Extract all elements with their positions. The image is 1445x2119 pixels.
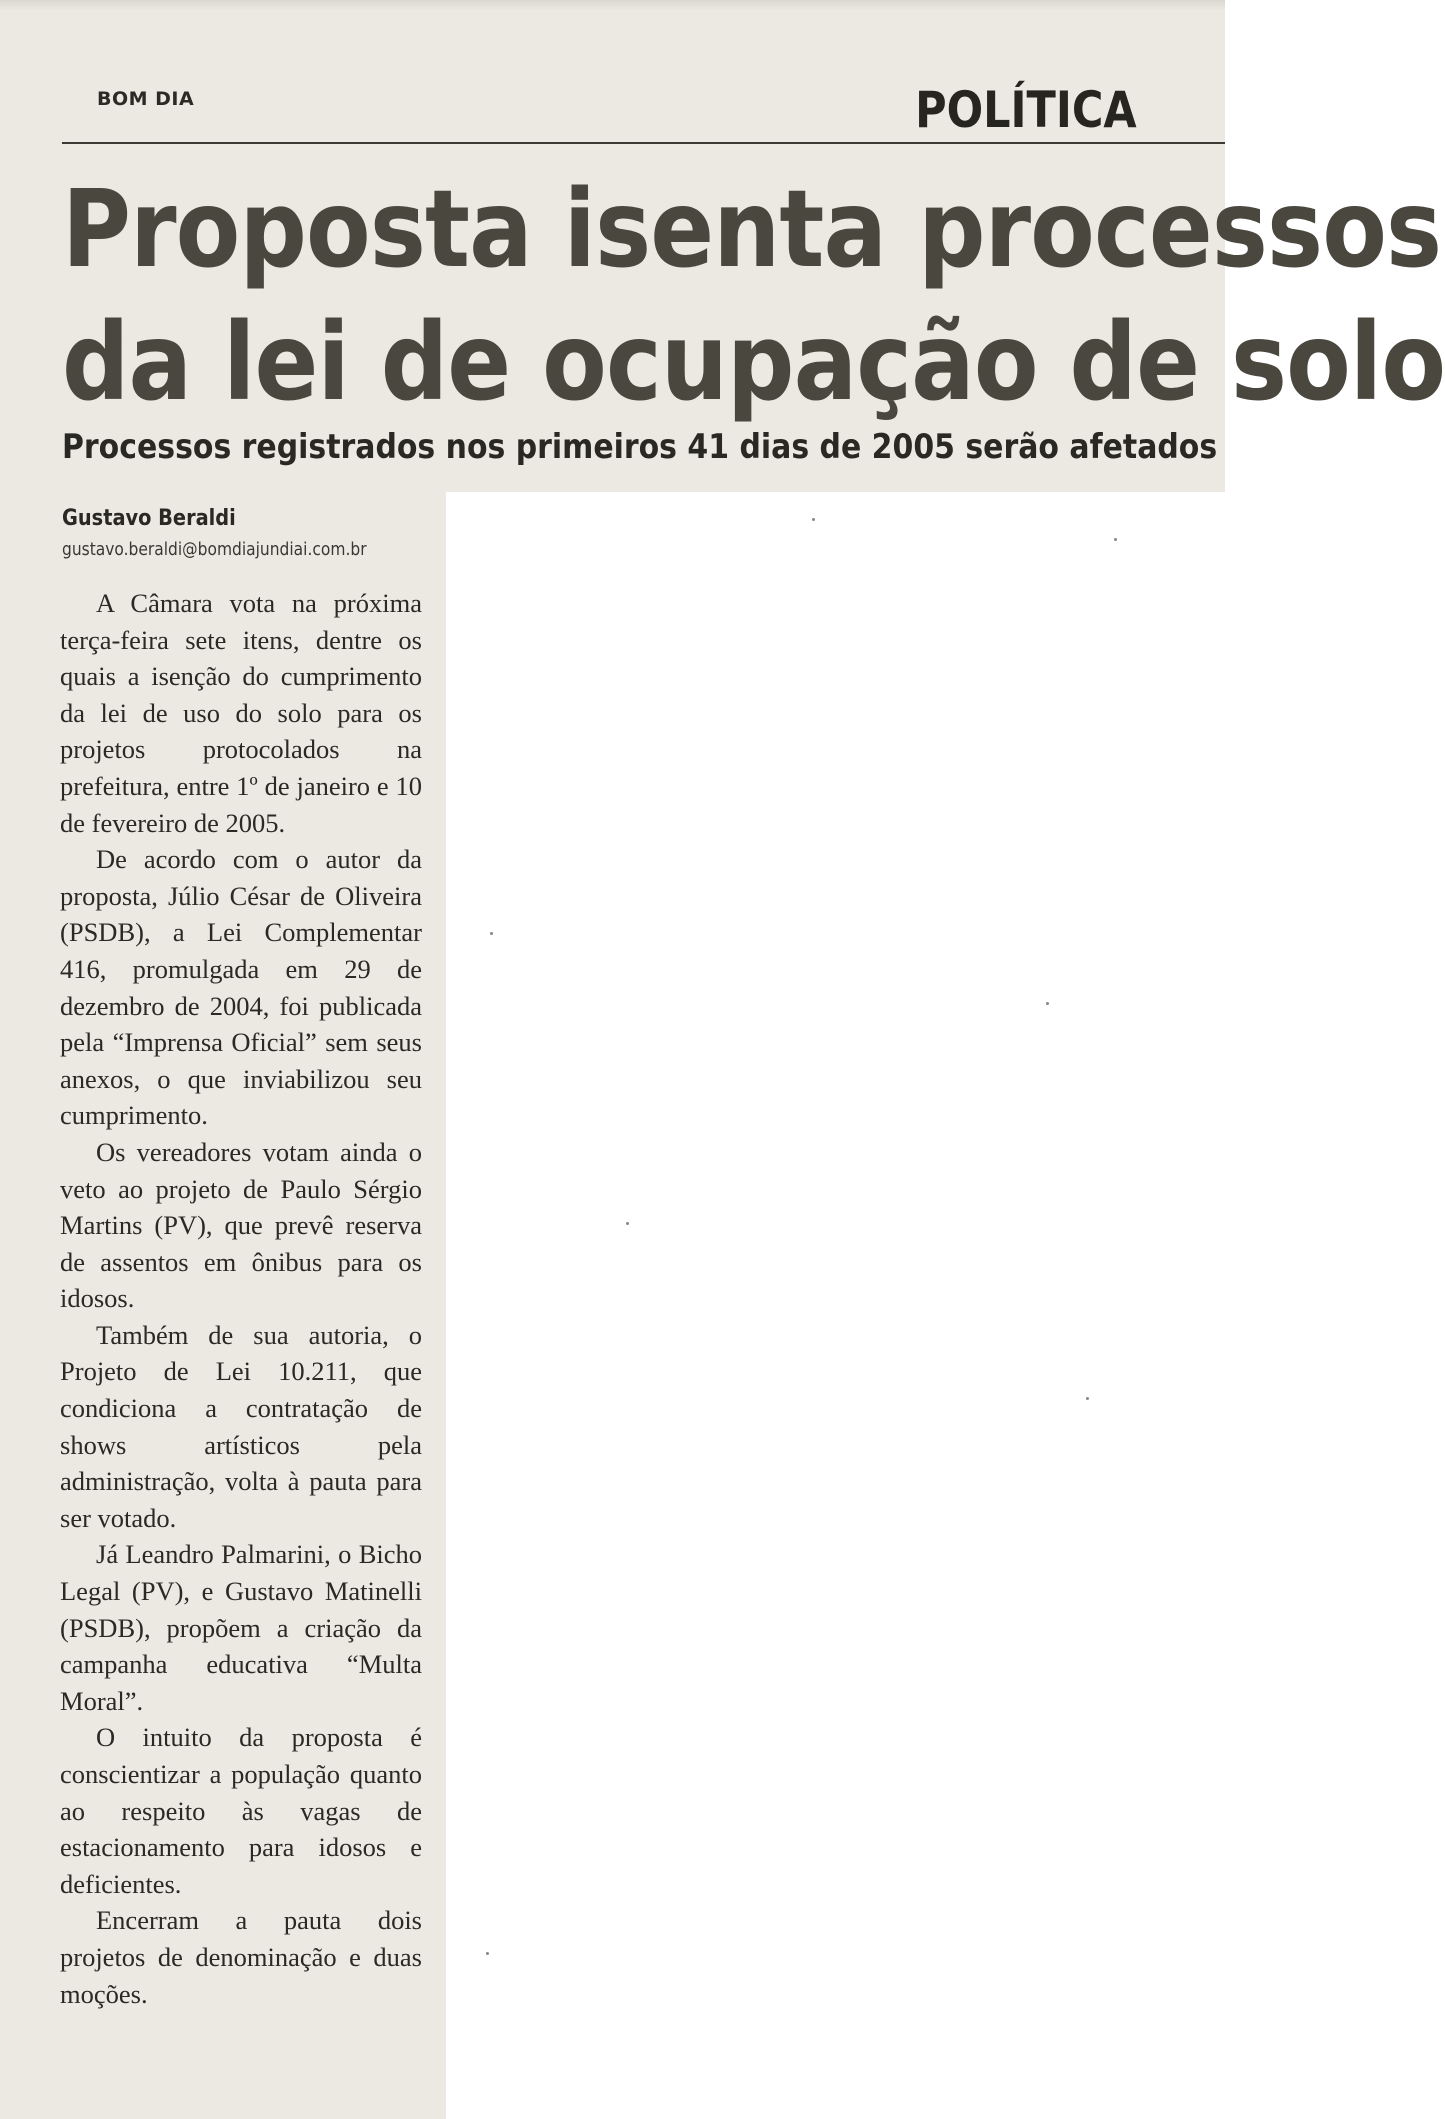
headline (62, 164, 1445, 430)
paragraph-6: O intuito da proposta é conscientizar a população quanto ao respeito às vagas de estacionamento para idosos e deficientes. (60, 1722, 422, 1899)
paper-speck (1086, 1397, 1089, 1400)
subheadline: Processos registrados nos primeiros 41 dias de 2005 serão afetados (62, 427, 1218, 467)
paragraph-2: De acordo com o autor da proposta, Júlio César de Oliveira (PSDB), a Lei Complementar 416, promulgada em 29 de dezembro de 2004, foi publicada pela “Imprensa Oficial” sem seus anexos, o que inviabilizou seu cumprimento. (60, 844, 422, 1131)
paragraph-3: Os vereadores votam ainda o veto ao projeto de Paulo Sérgio Martins (PV), que prevê reserva de assentos em ônibus para os idosos. (60, 1136, 422, 1314)
paragraph-5: Já Leandro Palmarini, o Bicho Legal (PV), e Gustavo Matinelli (PSDB), propõem a criação da campanha educativa “Multa Moral”. (60, 1539, 422, 1716)
headline-line-2: da lei de ocupação de solo (62, 301, 1445, 425)
page-top-edge (0, 0, 1225, 10)
paper-speck (490, 932, 493, 935)
section-divider (62, 142, 1225, 144)
paper-speck (1114, 538, 1117, 541)
newspaper-name: BOM DIA (97, 88, 195, 110)
paragraph-1: A Câmara vota na próxima terça-feira sete itens, dentre os quais a isenção do cumprimento da lei de uso do solo para os projetos protocolados na prefeitura, entre 1º de janeiro e 10 de fevereiro de 2005. (60, 588, 422, 838)
paragraph-7: Encerram a pauta dois projetos de denominação e duas moções. (60, 1905, 422, 2009)
headline-line-1: Proposta isenta processos (62, 168, 1442, 292)
paragraph-4: Também de sua autoria, o Projeto de Lei 10.211, que condiciona a contratação de shows artísticos pela administração, volta à pauta para ser votado. (60, 1319, 422, 1533)
paper-speck (626, 1222, 629, 1225)
author-name: Gustavo Beraldi (62, 506, 236, 531)
section-title: POLÍTICA (915, 81, 1137, 139)
article-body (60, 585, 422, 2012)
paper-speck (486, 1952, 489, 1955)
author-email: gustavo.beraldi@bomdiajundiai.com.br (62, 539, 367, 560)
paper-speck (812, 518, 815, 521)
blank-cutout-area (446, 492, 1225, 2119)
paper-speck (1046, 1002, 1049, 1005)
